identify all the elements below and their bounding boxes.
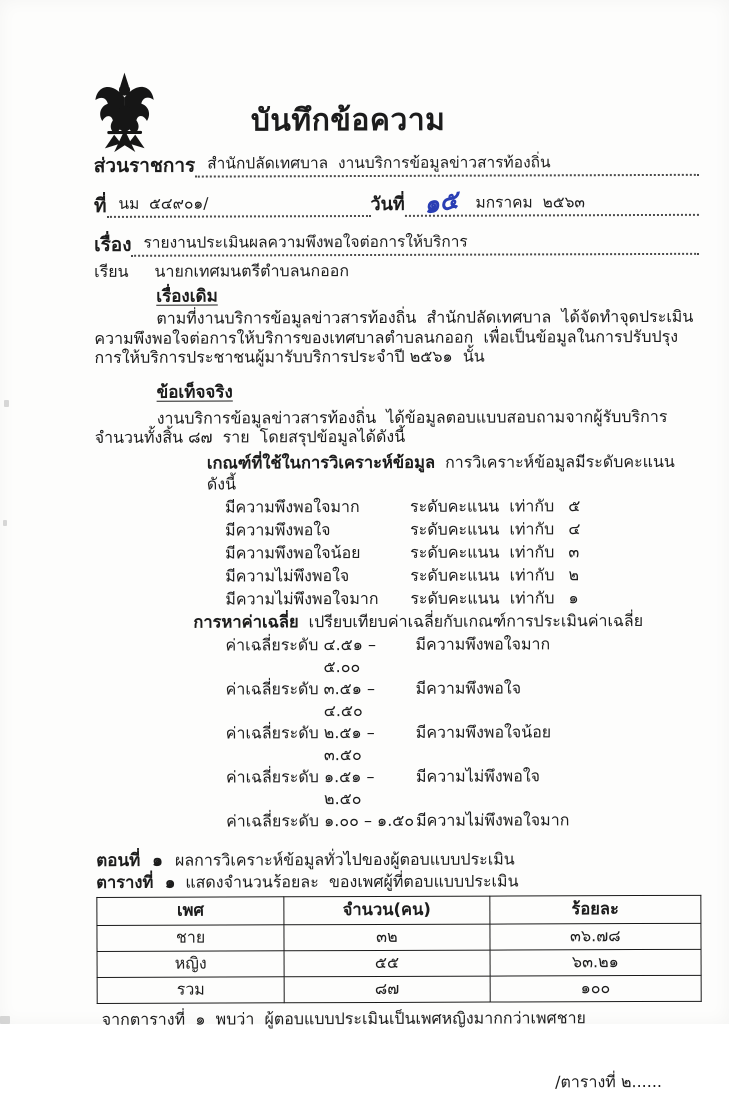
subject-value: รายงานประเมินผลความพึงพอใจต่อการให้บริการ (131, 230, 699, 257)
gender-table (96, 894, 701, 1003)
col-header-gender: เพศ (97, 896, 284, 925)
cell-percent: ๖๓.๒๑ (490, 949, 701, 976)
recipient-label: เรียน (94, 261, 129, 281)
criteria-heading-line (207, 450, 700, 494)
criteria-score-prefix: ระดับคะแนน เท่ากับ (410, 518, 555, 539)
table-row (97, 923, 701, 951)
criteria-score (410, 516, 700, 540)
number-label: ที่ (93, 194, 107, 217)
average-heading: การหาค่าเฉลี่ย (193, 611, 299, 632)
scan-speck (0, 1016, 10, 1024)
average-item (225, 632, 700, 678)
criteria-score (410, 539, 700, 563)
average-range: ๔.๕๑ – ๕.๐๐ (323, 634, 377, 676)
cell-gender: รวม (97, 976, 284, 1003)
criteria-item (225, 539, 700, 564)
date-value (405, 184, 699, 220)
col-header-count: จำนวน(คน) (284, 896, 489, 925)
subject-line (94, 230, 699, 257)
document-header (93, 67, 698, 153)
average-prefix: ค่าเฉลี่ยระดับ (225, 766, 319, 786)
section-original-heading: เรื่องเดิม (156, 286, 218, 307)
table1-label: ตารางที่ ๑ (96, 872, 176, 892)
average-range: ๑.๕๑ – ๒.๕๐ (323, 766, 375, 808)
agency-line (94, 151, 699, 178)
criteria-label: มีความพึงพอใจน้อย (225, 542, 361, 562)
average-prefix: ค่าเฉลี่ยระดับ (225, 634, 319, 654)
criteria-item (225, 516, 700, 541)
agency-value: สำนักปลัดเทศบาล งานบริการข้อมูลข่าวสารท้องถิ่น (195, 151, 699, 178)
cell-gender: หญิง (97, 950, 284, 977)
table-row (97, 949, 701, 977)
cell-count: ๕๕ (284, 950, 489, 977)
criteria-score-value: ๕ (568, 495, 581, 515)
part1-heading-line (96, 847, 701, 871)
average-prefix: ค่าเฉลี่ยระดับ (226, 810, 320, 830)
subject-label: เรื่อง (94, 233, 132, 256)
criteria-score-value: ๑ (568, 587, 579, 607)
criteria-score-prefix: ระดับคะแนน เท่ากับ (410, 564, 555, 585)
average-meaning: มีความพึงพอใจน้อย (415, 721, 552, 742)
average-item (226, 764, 701, 810)
handwritten-day: ๑๕ (420, 184, 461, 220)
average-meaning: มีความพึงพอใจมาก (415, 633, 551, 654)
average-prefix: ค่าเฉลี่ยระดับ (225, 722, 319, 742)
table-row (97, 975, 701, 1003)
part1-heading-label: ตอนที่ ๑ (96, 850, 163, 871)
cell-count: ๘๗ (284, 976, 489, 1003)
table1-caption: แสดงจำนวนร้อยละ ของเพศผู้ที่ตอบแบบประเมิน (185, 870, 519, 892)
average-prefix: ค่าเฉลี่ยระดับ (225, 678, 319, 698)
col-header-percent: ร้อยละ (489, 895, 701, 924)
date-month-year: มกราคม ๒๕๖๓ (475, 193, 586, 212)
average-list (95, 632, 701, 832)
criteria-label: มีความไม่พึงพอใจ (225, 565, 350, 585)
average-range: ๓.๕๑ – ๔.๕๐ (323, 678, 376, 720)
part1-heading-text: ผลการวิเคราะห์ข้อมูลทั่วไปของผู้ตอบแบบประเมิน (174, 848, 515, 870)
criteria-score-prefix: ระดับคะแนน เท่ากับ (410, 541, 555, 562)
cell-count: ๓๒ (284, 924, 489, 951)
criteria-score (410, 585, 700, 609)
page-title: บันทึกข้อความ (250, 102, 446, 139)
average-item (226, 808, 701, 832)
date-label: วันที่ (370, 193, 405, 215)
recipient-value: นายกเทศมนตรีตำบลนกออก (154, 261, 350, 281)
criteria-score (410, 493, 700, 517)
average-meaning: มีความพึงพอใจ (415, 677, 522, 698)
average-intro: เปรียบเทียบค่าเฉลี่ยกับเกณฑ์การประเมินค่าเฉลี่ย (308, 610, 644, 631)
average-range: ๑.๐๐ – ๑.๕๐ (324, 810, 415, 830)
cell-percent: ๓๖.๗๘ (490, 923, 701, 950)
average-meaning: มีความไม่พึงพอใจมาก (416, 809, 570, 830)
criteria-heading: เกณฑ์ที่ใช้ในการวิเคราะห์ข้อมูล (206, 452, 436, 473)
scan-speck (4, 400, 9, 407)
cell-percent: ๑๐๐ (490, 975, 701, 1002)
section-original-paragraph: ตามที่งานบริการข้อมูลข่าวสารท้องถิ่น สำนักปลัดเทศบาล ได้จัดทำจุดประเมินความพึงพอใจต่อการให้บริการของเทศบาลตำบลนกออก เพื่อเป็นข้อมูลในการปรับปรุงการให้บริการประชาชนผู้มารับบริการประจำปี ๒๕๖๑ นั้น (94, 306, 694, 367)
cell-gender: ชาย (97, 924, 284, 951)
continuation-note: /ตารางที่ ๒...... (555, 1071, 663, 1091)
criteria-item (225, 585, 700, 610)
section-facts-heading: ข้อเท็จจริง (156, 381, 233, 403)
criteria-score-prefix: ระดับคะแนน เท่ากับ (410, 587, 555, 608)
number-value: นม ๕๔๙๐๑/ (106, 192, 370, 218)
average-range: ๒.๕๑ – ๓.๕๐ (323, 722, 375, 764)
criteria-item (225, 493, 700, 518)
criteria-label: มีความพึงพอใจ (225, 519, 331, 539)
criteria-label: มีความพึงพอใจมาก (224, 496, 360, 516)
criteria-score-value: ๔ (568, 518, 581, 538)
criteria-score-value: ๒ (568, 564, 580, 584)
table1-note: จากตารางที่ ๑ พบว่า ผู้ตอบแบบประเมินเป็นเพศหญิงมากกว่าเพศชาย (101, 1007, 586, 1029)
table-header-row (97, 895, 701, 925)
agency-label: ส่วนราชการ (93, 154, 196, 177)
average-meaning: มีความไม่พึงพอใจ (415, 765, 541, 786)
criteria-label: มีความไม่พึงพอใจมาก (225, 588, 379, 608)
criteria-list (95, 493, 700, 610)
garuda-emblem-icon (93, 69, 155, 161)
average-item (226, 720, 701, 766)
criteria-score-prefix: ระดับคะแนน เท่ากับ (409, 495, 555, 516)
criteria-intro: การวิเคราะห์ข้อมูลมีระดับคะแนน ดังนี้ (206, 451, 675, 494)
criteria-score-value: ๓ (568, 541, 580, 561)
average-heading-line (193, 609, 700, 632)
table1-caption-line (96, 870, 701, 891)
criteria-score (410, 562, 700, 586)
average-item (226, 676, 701, 722)
section-facts-paragraph: งานบริการข้อมูลข่าวสารท้องถิ่น ได้ข้อมูลตอบแบบสอบถามจากผู้รับบริการ จำนวนทั้งสิ้น ๘๗ ราย โดยสรุปข้อมูลได้ดังนี้ (94, 406, 673, 447)
number-date-line (93, 184, 699, 220)
scan-speck (3, 520, 7, 526)
criteria-item (225, 562, 700, 587)
recipient-line (94, 259, 699, 283)
